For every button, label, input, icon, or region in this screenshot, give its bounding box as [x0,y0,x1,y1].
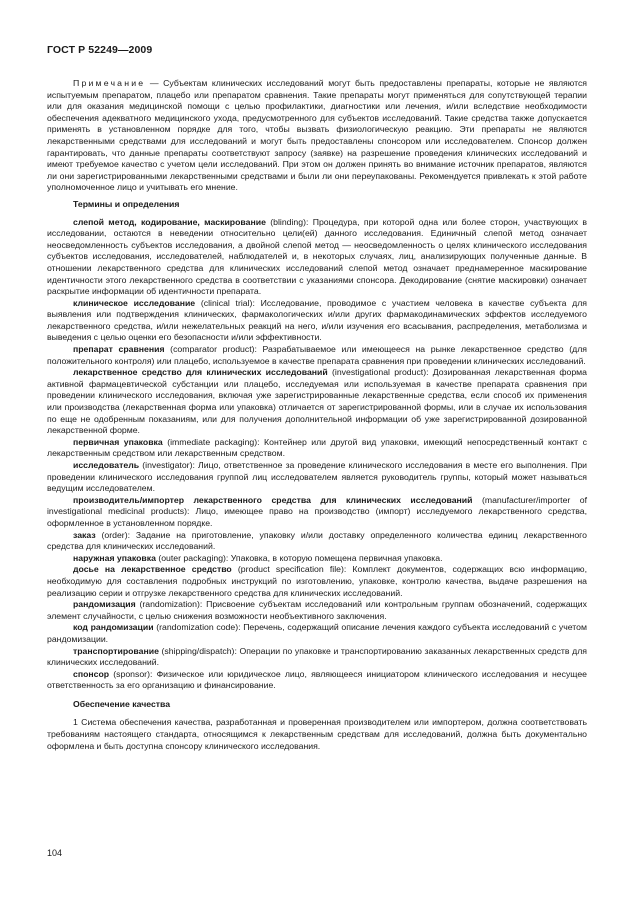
term-name: транспортирование [73,645,159,656]
term-name: код рандомизации [73,622,154,633]
term-name: первичная упаковка [73,436,163,447]
term-definition: (randomization): Присвоение субъектам исследований или контрольным группам обозначений, содержащих элемент случайности, с целью снижения возможности необъективного заключения. [47,599,587,621]
term-definition: (product specification file): Комплект документов, содержащих всю информацию, необходимую для составления подробных инструкций по изготовлению, упаковке, контролю качества, выдаче разрешения на реализацию серии и отгрузке лекарственного средства для клинических исследований. [47,564,587,598]
term-definition: (order): Задание на приготовление, упаковку и/или доставку определенного количества единиц лекарственного средства для клинических исследований. [47,529,587,552]
note-paragraph [47,78,587,194]
term-name: досье на лекарственное средство [73,564,232,575]
term-entry [47,530,587,553]
term-entry [47,646,587,669]
term-entry [47,367,587,437]
term-entry [47,622,587,645]
term-definition: (sponsor): Физическое или юридическое лицо, являющееся инициатором клинического исследования и несущее ответственность за его организацию и финансирование. [47,668,587,691]
note-text: — Субъектам клинических исследований могут быть предоставлены препараты, которые не являются испытуемым препаратом, плацебо или препаратом сравнения. Такие препараты могут применяться для сопутствующей терапии или для оказания медицинской помощи с целью профилактики, диагностики или лечения, и/или вследствие необходимости обеспечения адекватного медицинского ухода, предусмотренного для субъектов исследований. Такие средства также допускается применять в установленном порядке для того, чтобы вызвать физиологическую реакцию. Эти препараты не являются лекарственными средствами для исследований и могут быть предоставлены спонсором или исследователем. Спонсор должен гарантировать, что данные препараты соответствуют запросу (заявке) на разрешение проведения клинических исследований и имеют требуемое качество с учетом цели исследований. При этом он должен принять во внимание источник препаратов, являются ли они зарегистрированными лекарственными средствами и были ли они переупакованы. Рекомендуется привлекать к этой работе уполномоченное лицо и учитывать его мнение. [47,78,587,193]
term-name: рандомизация [73,599,136,610]
term-entry [47,437,587,460]
quality-paragraph: 1 Система обеспечения качества, разработанная и проверенная производителем или импортером, должна соответствовать требованиям настоящего стандарта, относящимся к лекарственным средствам для исследований, должна быть документально оформлена и быть доступна спонсору клинического исследования. [47,717,587,751]
term-entry [47,495,587,530]
term-entry [47,344,587,367]
term-name: заказ [73,529,96,540]
section-title-terms: Термины и определения [73,198,180,209]
term-entry [47,553,587,565]
term-definition: (investigator): Лицо, ответственное за проведение клинического исследования в месте его выполнения. При проведении клинического исследования группой лиц исследователем является руководитель группы, который может называться ведущим исследователем. [47,460,587,494]
term-name: слепой метод, кодирование, маскирование [73,216,266,227]
term-entry [47,669,587,692]
term-definition: (comparator product): Разрабатываемое или имеющееся на рынке лекарственное средство (для положительного контроля) или плацебо, используемое в качестве препарата сравнения при проведении клинических исследований. [47,344,588,366]
terms-list [47,217,587,692]
term-entry [47,460,587,495]
term-entry [47,298,587,344]
term-definition: (immediate packaging): Контейнер или другой вид упаковки, имеющий непосредственный контакт с лекарственным средством или лекарственным средством. [47,436,587,459]
term-entry [47,217,587,298]
term-entry [47,599,587,622]
term-definition: (clinical trial): Исследование, проводимое с участием человека в качестве субъекта для выявления или подтверждения клинических, фармакологических и/или других фармакодинамических эффектов исследуемого лекарственного средства, и/или нежелательных реакций на него, и/или изучения его всасывания, распределения, метаболизма и выведения с целью оценки его безопасности и/или эффективности. [47,297,587,343]
term-name: производитель/импортер лекарственного средства для клинических исследований [73,494,473,505]
term-name: лекарственное средство для клинических исследований [73,367,328,378]
term-name: исследователь [73,460,140,470]
document-header: ГОСТ Р 52249—2009 [47,44,153,56]
term-entry [47,564,587,599]
term-definition: (blinding): Процедура, при которой одна или более сторон, участвующих в исследовании, остаются в неведении относительно цели(ей) данного исследования. Единичный слепой метод означает неосведомленность субъектов исследования, а двойной слепой метод — неосведомленность о целях клинического исследования субъектов исследования, исследователей, наблюдателей и, в некоторых случаях, лиц, анализирующих полученные данные. В отношении лекарственного средства для клинических исследований слепой метод означает преднамеренное маскирование идентичности этого лекарственного средства в соответствии с указаниями спонсора. Декодирование (снятие маскировки) означает раскрытие информации об идентичности препарата. [47,216,587,297]
term-definition: (randomization code): Перечень, содержащий описание лечения каждого субъекта исследований с учетом рандомизации. [47,622,587,644]
term-definition: (investigational product): Дозированная лекарственная форма активной фармацевтической субстанции или плацебо, исследуемая или используемая в качестве препарата сравнения при проведении клинического исследования, включая уже зарегистрированные лекарственные средства, если способ их применения или производства (лекарственная форма или упаковка) отличается от зарегистрированной формы, или в случае их использования по еще не одобренным показаниям, или для получения дополнительной информации об уже зарегистрированной дозированной лекарственной форме. [47,367,587,436]
term-definition: (manufacturer/importer of investigational medicinal products): Лицо, имеющее право на производство (импорт) исследуемого лекарственного средства, оформленное в установленном порядке. [47,494,587,528]
section-title-quality: Обеспечение качества [73,698,171,709]
term-definition: (outer packaging): Упаковка, в которую помещена первичная упаковка. [155,552,443,563]
term-name: наружная упаковка [73,552,156,563]
term-name: препарат сравнения [73,344,165,355]
term-definition: (shipping/dispatch): Операции по упаковке и транспортированию заказанных лекарственных средств для клинических исследований. [47,645,587,668]
note-label: Примечание [73,78,146,88]
page-number: 104 [47,848,63,858]
term-name: спонсор [73,668,110,679]
term-name: клиническое исследование [73,297,196,308]
document-page [47,44,587,752]
